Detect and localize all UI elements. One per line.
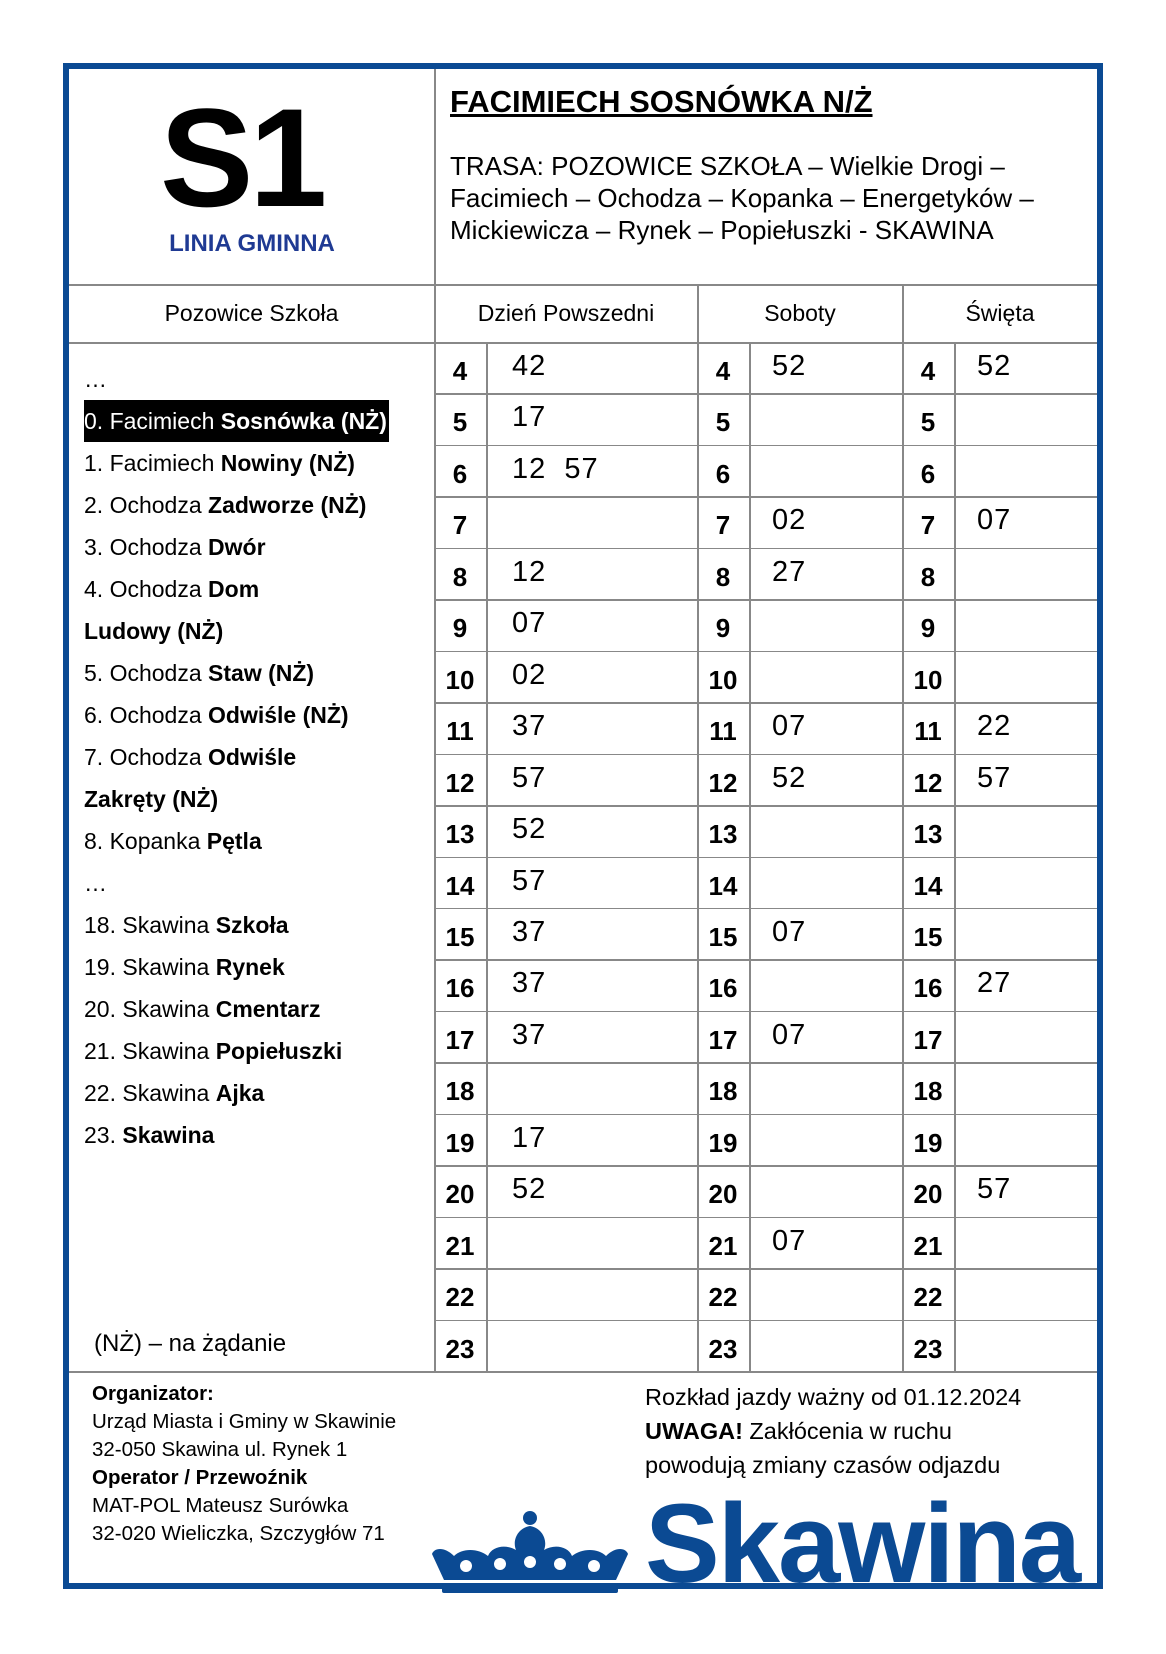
stop-prefix: 19. Skawina — [84, 954, 216, 980]
hour-cell: 7 — [920, 510, 936, 541]
row-divider — [435, 702, 1097, 704]
row-divider — [435, 1114, 1097, 1116]
hour-cell: 13 — [913, 819, 943, 850]
stop-list — [84, 358, 424, 1156]
minutes-cell: 17 — [512, 1121, 547, 1154]
hour-cell: 4 — [452, 356, 468, 386]
row-divider — [435, 1268, 1097, 1270]
hour-cell: 18 — [913, 1076, 943, 1107]
warning-line — [645, 1414, 1021, 1448]
hour-cell: 4 — [715, 356, 731, 386]
hour-cell: 12 — [708, 767, 738, 798]
divider — [69, 284, 1097, 286]
minutes-cell: 42 — [512, 350, 547, 382]
stop-bold-name: Pętla — [206, 828, 262, 854]
stop-prefix: 18. Skawina — [84, 912, 216, 938]
operator-line1: MAT-POL Mateusz Surówka — [92, 1494, 349, 1517]
operator-label: Operator / Przewoźnik — [92, 1466, 308, 1489]
hour-cell: 8 — [715, 561, 731, 592]
hour-cell: 15 — [445, 921, 475, 952]
hour-cell: 20 — [445, 1179, 475, 1210]
stop-name — [84, 786, 218, 812]
row-divider — [435, 1062, 1097, 1064]
hour-cell: 20 — [708, 1179, 738, 1210]
hour-cell: 16 — [708, 973, 738, 1004]
route-type: LINIA GMINNA — [169, 230, 335, 257]
stop-prefix: 7. Ochodza — [84, 744, 209, 770]
hour-cell: 23 — [913, 1333, 943, 1364]
stop-name — [84, 366, 107, 392]
stop-prefix: 8. Kopanka — [84, 828, 207, 854]
hour-cell: 6 — [920, 458, 936, 489]
minutes-cell: 07 — [772, 1224, 807, 1257]
row-divider — [435, 805, 1097, 807]
hour-cell: 17 — [913, 1024, 943, 1055]
row-divider — [435, 959, 1097, 961]
minutes-cell: 57 — [977, 1173, 1012, 1206]
crown-logo-icon — [430, 1508, 630, 1598]
stop-name — [84, 534, 266, 560]
hour-cell: 14 — [708, 870, 738, 901]
holiday-header: Święta — [965, 300, 1035, 326]
hour-cell: 5 — [715, 407, 731, 438]
hour-cell: 8 — [452, 561, 468, 592]
stop-prefix: 1. Facimiech — [84, 450, 221, 476]
stop-name — [84, 954, 285, 980]
stop-item — [84, 1072, 424, 1114]
stop-bold-name: Dom — [208, 576, 260, 602]
stop-item — [84, 1114, 424, 1156]
row-divider — [435, 857, 1097, 859]
stop-prefix: 21. Skawina — [84, 1038, 216, 1064]
stop-bold-name: Staw (NŻ) — [208, 660, 315, 686]
warning-bold: UWAGA! — [645, 1418, 743, 1444]
stop-prefix: … — [84, 366, 107, 392]
minutes-cell: 37 — [512, 1018, 547, 1051]
stop-name — [84, 618, 223, 644]
hour-cell: 12 — [445, 767, 475, 798]
hour-cell: 5 — [920, 407, 936, 438]
row-divider — [435, 1011, 1097, 1013]
stop-item — [84, 988, 424, 1030]
hour-cell: 9 — [715, 613, 731, 644]
stop-prefix: 6. Ochodza — [84, 702, 209, 728]
validity-line3: powodują zmiany czasów odjazdu — [645, 1452, 1001, 1478]
validity-line1: Rozkład jazdy ważny od 01.12.2024 — [645, 1384, 1022, 1410]
stop-prefix: … — [84, 870, 107, 896]
minutes-cell: 22 — [977, 710, 1012, 743]
hour-cell: 15 — [708, 921, 738, 952]
stop-item — [84, 484, 424, 526]
stop-bold-name: Zakręty (NŻ) — [84, 786, 219, 812]
stop-name — [84, 996, 321, 1022]
stop-item — [84, 568, 424, 610]
skawina-logo-text: Skawina — [645, 1481, 1080, 1606]
stop-item — [84, 1030, 424, 1072]
hour-cell: 13 — [708, 819, 738, 850]
hour-cell: 21 — [913, 1230, 943, 1261]
stop-item — [84, 736, 424, 778]
hour-cell: 20 — [913, 1179, 943, 1210]
hour-cell: 19 — [708, 1127, 738, 1158]
stop-name — [84, 912, 289, 938]
hour-cell: 7 — [715, 510, 731, 541]
stop-name — [84, 870, 107, 896]
hour-cell: 4 — [920, 356, 936, 386]
row-divider — [435, 1165, 1097, 1167]
route-path: TRASA: POZOWICE SZKOŁA – Wielkie Drogi – Facimiech – Ochodza – Kopanka – Energetyków – Mickiewicza – Rynek – Popiełuszki - SKAWINA — [450, 151, 1034, 245]
stop-prefix: 5. Ochodza — [84, 660, 209, 686]
hour-cell: 22 — [913, 1282, 943, 1313]
row-divider — [435, 908, 1097, 910]
minutes-cell: 57 — [977, 761, 1012, 794]
row-divider — [435, 393, 1097, 395]
operator-line2: 32-020 Wieliczka, Szczygłów 71 — [92, 1522, 385, 1545]
hour-cell: 10 — [445, 664, 475, 695]
hour-cell: 6 — [452, 458, 468, 489]
hour-cell: 11 — [446, 716, 474, 747]
stop-bold-name: Dwór — [208, 534, 266, 560]
hour-cell: 18 — [708, 1076, 738, 1107]
hour-cell: 6 — [715, 458, 731, 489]
stop-bold-name: Zadworze (NŻ) — [208, 492, 367, 518]
hour-cell: 9 — [452, 613, 468, 644]
hour-cell: 16 — [445, 973, 475, 1004]
minutes-cell: 07 — [772, 1018, 807, 1051]
stop-name — [84, 744, 296, 770]
minutes-cell: 57 — [512, 761, 547, 794]
saturday-header: Soboty — [764, 300, 836, 326]
stop-prefix: 22. Skawina — [84, 1080, 216, 1106]
stop-name — [84, 400, 389, 442]
stop-item — [84, 862, 424, 904]
row-divider — [435, 1217, 1097, 1219]
hour-cell: 17 — [445, 1024, 475, 1055]
stop-item — [84, 400, 424, 442]
on-demand-note: (NŻ) – na żądanie — [94, 1330, 287, 1357]
minutes-cell: 52 — [512, 813, 547, 846]
minutes-cell: 52 — [977, 350, 1012, 382]
hour-cell: 7 — [452, 510, 468, 541]
stop-name — [84, 492, 366, 518]
minutes-cell: 37 — [512, 967, 547, 1000]
minutes-cell: 37 — [512, 710, 547, 743]
warning-rest: Zakłócenia w ruchu — [742, 1418, 952, 1444]
divider — [69, 1371, 1097, 1373]
hour-cell: 10 — [708, 664, 738, 695]
hour-cell: 16 — [913, 973, 943, 1004]
row-divider — [435, 599, 1097, 601]
stop-item — [84, 652, 424, 694]
minutes-cell: 12 57 — [512, 452, 599, 485]
hour-cell: 13 — [445, 819, 475, 850]
stop-prefix: 23. — [84, 1122, 123, 1148]
route-title: FACIMIECH SOSNÓWKA N/Ż — [450, 84, 873, 119]
minutes-cell: 07 — [977, 504, 1012, 537]
minutes-cell: 02 — [772, 504, 807, 537]
stop-name — [84, 702, 349, 728]
minutes-cell: 17 — [512, 401, 547, 434]
hour-cell: 23 — [708, 1333, 738, 1364]
hour-cell: 22 — [708, 1282, 738, 1313]
stop-name — [84, 828, 262, 854]
minutes-cell: 12 — [512, 555, 547, 588]
minutes-cell: 07 — [772, 710, 807, 743]
stop-bold-name: Odwiśle — [208, 744, 297, 770]
hour-cell: 21 — [445, 1230, 475, 1261]
row-divider — [435, 548, 1097, 550]
row-divider — [435, 651, 1097, 653]
stops-header: Pozowice Szkoła — [164, 300, 339, 326]
stop-prefix: 4. Ochodza — [84, 576, 209, 602]
stop-prefix: 2. Ochodza — [84, 492, 209, 518]
stop-name — [84, 1038, 342, 1064]
stop-prefix: 0. Facimiech — [84, 408, 221, 434]
hour-cell: 19 — [445, 1127, 475, 1158]
stop-bold-name: Popiełuszki — [215, 1038, 343, 1064]
stop-name — [84, 450, 355, 476]
minutes-cell: 52 — [512, 1173, 547, 1206]
stop-prefix: 3. Ochodza — [84, 534, 209, 560]
minutes-cell: 27 — [977, 967, 1012, 1000]
hour-cell: 12 — [913, 767, 943, 798]
stop-name — [84, 1122, 214, 1148]
stop-bold-name: Szkoła — [215, 912, 289, 938]
validity-note — [645, 1380, 1021, 1482]
organizer-info — [92, 1380, 396, 1548]
stop-name — [84, 576, 259, 602]
organizer-label: Organizator: — [92, 1382, 214, 1405]
hour-cell: 9 — [920, 613, 936, 644]
hour-cell: 19 — [913, 1127, 943, 1158]
stop-name — [84, 1080, 264, 1106]
hour-cell: 17 — [708, 1024, 738, 1055]
organizer-line2: 32-050 Skawina ul. Rynek 1 — [92, 1438, 348, 1461]
stop-prefix: 20. Skawina — [84, 996, 216, 1022]
minutes-cell: 37 — [512, 915, 547, 948]
stop-bold-name: Odwiśle (NŻ) — [208, 702, 349, 728]
stop-bold-name: Cmentarz — [215, 996, 321, 1022]
row-divider — [435, 496, 1097, 498]
minutes-cell: 07 — [772, 915, 807, 948]
minutes-cell: 02 — [512, 658, 547, 691]
stop-item — [84, 820, 424, 862]
hour-cell: 5 — [452, 407, 468, 438]
minutes-cell: 52 — [772, 350, 807, 382]
stop-item — [84, 526, 424, 568]
minutes-cell: 52 — [772, 761, 807, 794]
stop-bold-name: Ajka — [215, 1080, 265, 1106]
weekday-header: Dzień Powszedni — [477, 300, 655, 326]
hour-cell: 14 — [913, 870, 943, 901]
minutes-cell: 27 — [772, 555, 807, 588]
row-divider — [435, 1320, 1097, 1322]
stop-bold-name: Rynek — [215, 954, 285, 980]
hour-cell: 23 — [445, 1333, 475, 1364]
hour-cell: 21 — [708, 1230, 738, 1261]
hour-cell: 11 — [709, 716, 737, 747]
stop-item — [84, 442, 424, 484]
hour-cell: 8 — [920, 561, 936, 592]
stop-item — [84, 904, 424, 946]
hour-cell: 22 — [445, 1282, 475, 1313]
stop-bold-name: Sosnówka (NŻ) — [220, 408, 387, 434]
divider — [69, 342, 1097, 344]
row-divider — [435, 445, 1097, 447]
hour-cell: 18 — [445, 1076, 475, 1107]
minutes-cell: 57 — [512, 864, 547, 897]
stop-item — [84, 694, 424, 736]
stop-bold-name: Skawina — [122, 1122, 215, 1148]
row-divider — [435, 754, 1097, 756]
organizer-line1: Urząd Miasta i Gminy w Skawinie — [92, 1410, 397, 1433]
stop-bold-name: Ludowy (NŻ) — [84, 618, 224, 644]
stop-item — [84, 946, 424, 988]
stop-item — [84, 778, 424, 820]
route-number: S1 — [160, 79, 324, 236]
hour-cell: 15 — [913, 921, 943, 952]
minutes-cell: 07 — [512, 607, 547, 640]
stop-name — [84, 660, 314, 686]
stop-item — [84, 610, 424, 652]
stop-bold-name: Nowiny (NŻ) — [220, 450, 355, 476]
hour-cell: 11 — [914, 716, 942, 747]
hour-cell: 14 — [445, 870, 475, 901]
stop-item — [84, 358, 424, 400]
hour-cell: 10 — [913, 664, 943, 695]
